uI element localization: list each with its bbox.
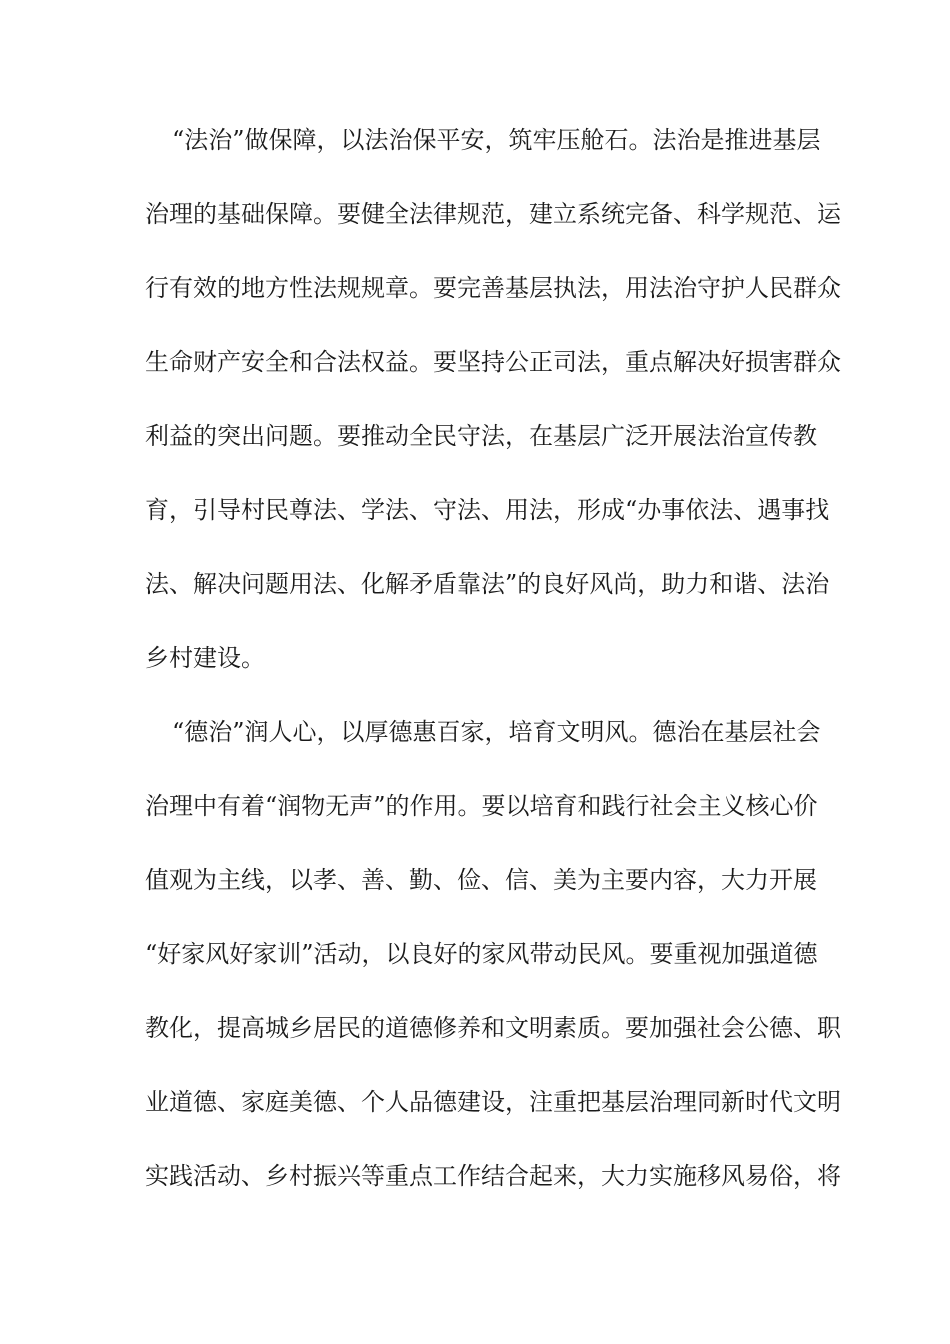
text-line: 实践活动、乡村振兴等重点工作结合起来，大力实施移风易俗，将 xyxy=(145,1162,841,1190)
text-line: 生命财产安全和合法权益。要坚持公正司法，重点解决好损害群众 xyxy=(145,348,841,376)
text-line: “法治”做保障，以法治保平安，筑牢压舱石。法治是推进基层 xyxy=(172,126,821,154)
text-line: 治理的基础保障。要健全法律规范，建立系统完备、科学规范、运 xyxy=(145,200,841,228)
text-line: 治理中有着“润物无声”的作用。要以培育和践行社会主义核心价 xyxy=(145,792,818,820)
text-line: “好家风好家训”活动，以良好的家风带动民风。要重视加强道德 xyxy=(145,940,818,968)
text-line: 利益的突出问题。要推动全民守法，在基层广泛开展法治宣传教 xyxy=(145,422,817,450)
text-line: 行有效的地方性法规规章。要完善基层执法，用法治守护人民群众 xyxy=(145,274,841,302)
text-line: “德治”润人心，以厚德惠百家，培育文明风。德治在基层社会 xyxy=(172,718,821,746)
text-line: 教化，提高城乡居民的道德修养和文明素质。要加强社会公德、职 xyxy=(145,1014,841,1042)
text-line: 法、解决问题用法、化解矛盾靠法”的良好风尚，助力和谐、法治 xyxy=(145,570,830,598)
text-line: 业道德、家庭美德、个人品德建设，注重把基层治理同新时代文明 xyxy=(145,1088,841,1116)
text-line: 育，引导村民尊法、学法、守法、用法，形成“办事依法、遇事找 xyxy=(145,496,830,524)
text-line: 乡村建设。 xyxy=(145,644,265,672)
text-line: 值观为主线，以孝、善、勤、俭、信、美为主要内容，大力开展 xyxy=(145,866,817,894)
